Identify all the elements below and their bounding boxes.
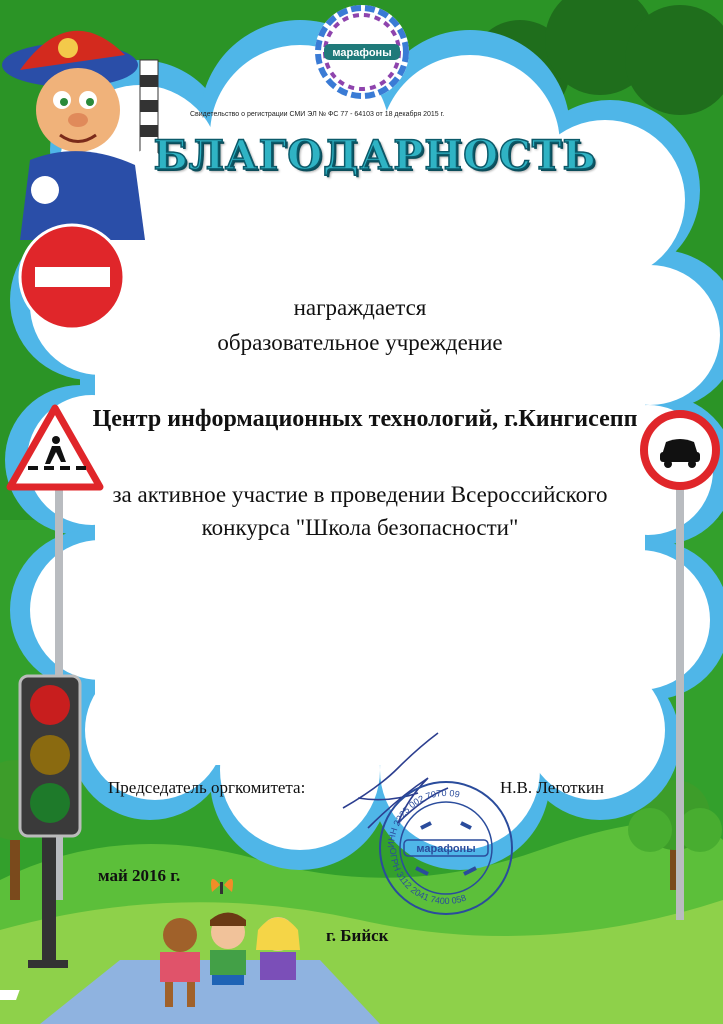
chair-label: Председатель оргкомитета:: [108, 778, 306, 797]
issue-date: май 2016 г.: [98, 866, 181, 885]
issue-city: г. Бийск: [326, 926, 389, 945]
award-description: за активное участие в проведении Всероссийского конкурса "Школа безопасности": [112, 482, 608, 540]
official-stamp: [376, 778, 516, 918]
organization-name: Центр информационных технологий, г.Кингисепп: [92, 406, 638, 432]
svg-text:ИНН 2225 002 7070 09: [386, 788, 461, 848]
registration-text: Свидетельство о регистрации СМИ ЭЛ № ФС 77 - 64103 от 18 декабря 2015 г.: [190, 111, 445, 118]
logo-text: марафоны: [332, 47, 392, 59]
stamp-ring-top: ИНН 2225 002 7070 09: [385, 787, 461, 849]
signer-name: Н.В. Леготкин: [500, 778, 605, 797]
stamp-ring-bottom: ОГРН 3112 2041 7400 058: [387, 847, 468, 907]
marafony-logo-icon: [314, 4, 410, 100]
stamp-center-text: марафоны: [416, 843, 476, 855]
award-line-2: образовательное учреждение: [217, 330, 503, 355]
certificate-title: БЛАГОДАРНОСТЬ: [153, 132, 597, 179]
award-line-1: награждается: [293, 295, 427, 320]
